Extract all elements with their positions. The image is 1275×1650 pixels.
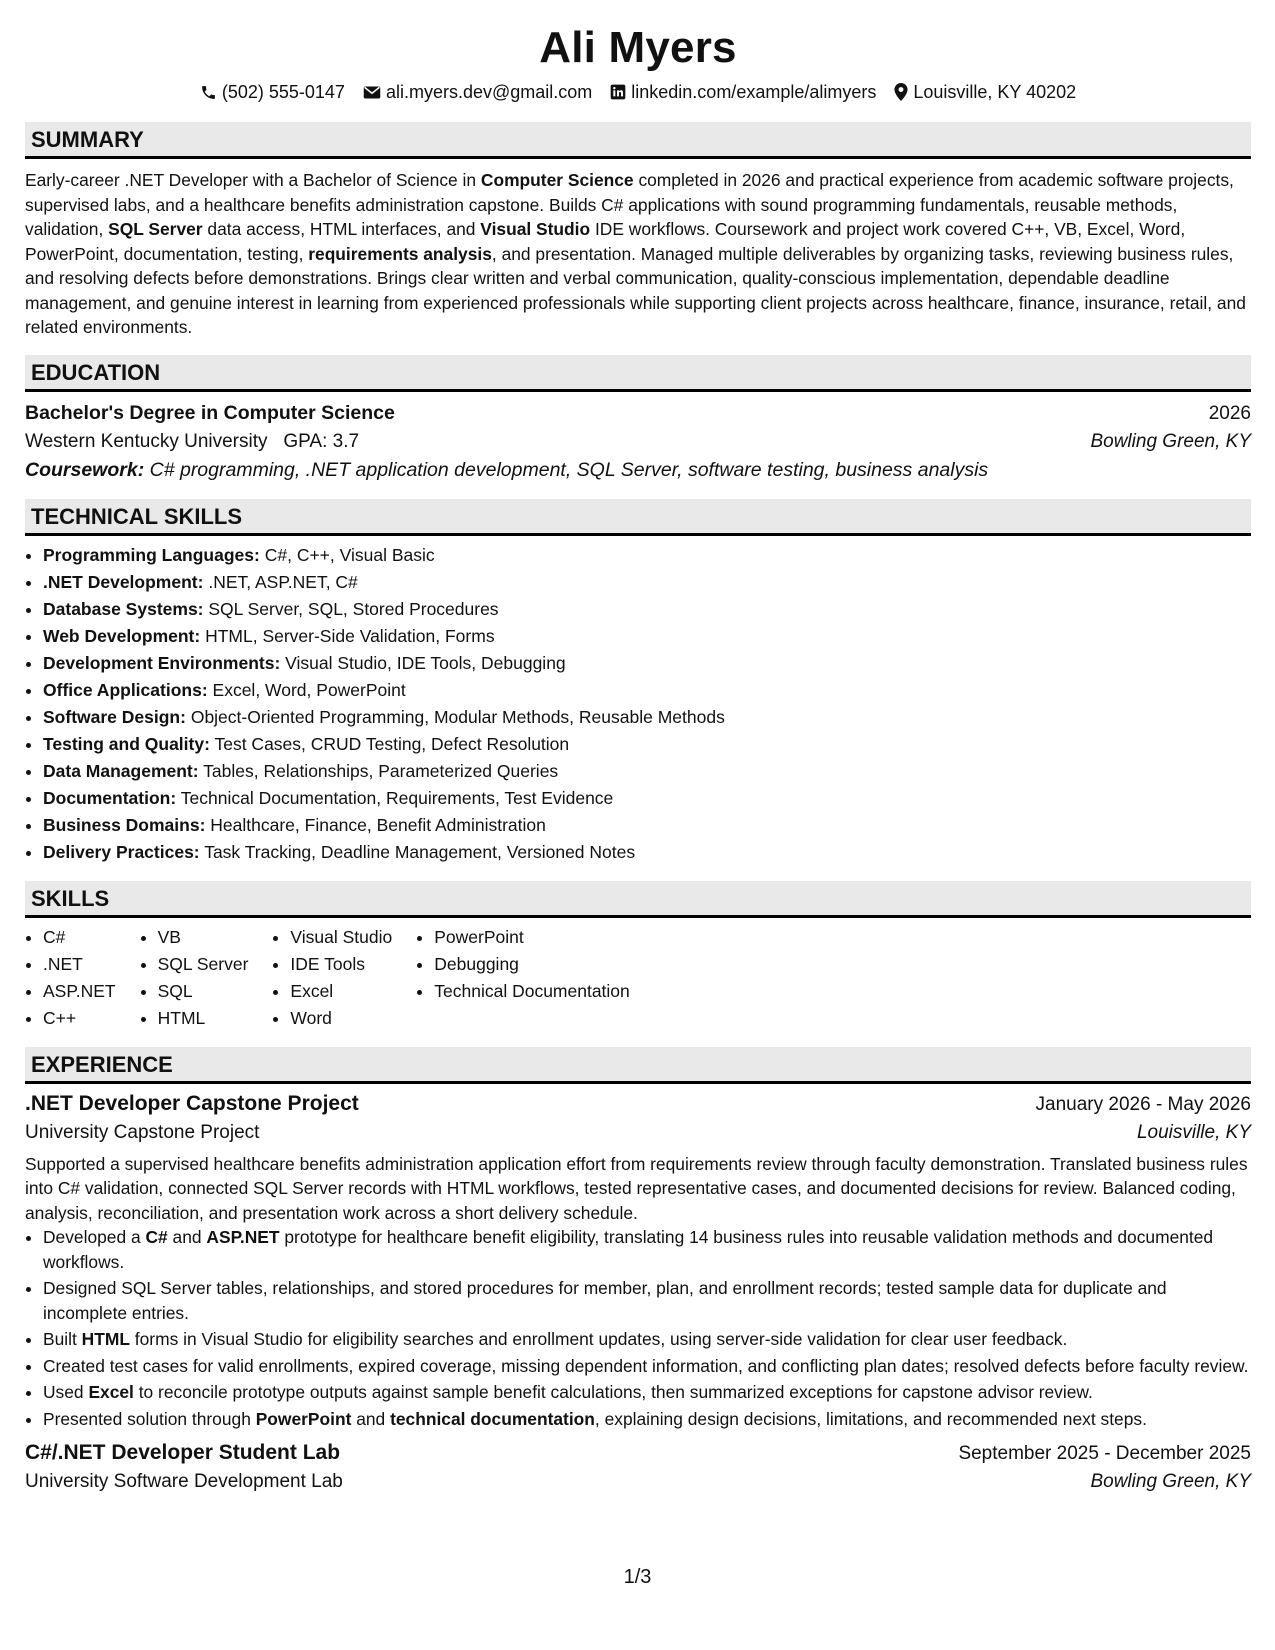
skill-category-label: Development Environments: (43, 652, 281, 673)
job-2-location: Bowling Green, KY (1090, 1471, 1251, 1492)
skill-category-values: Excel, Word, PowerPoint (212, 679, 406, 700)
job-bullet (43, 1276, 1251, 1325)
skill-item: • Word (290, 1005, 392, 1032)
job-bullet (43, 1225, 1251, 1274)
skills-column (272, 924, 392, 1032)
section-experience-heading: EXPERIENCE (25, 1047, 1251, 1084)
skill-item: • PowerPoint (434, 924, 630, 951)
skill-category-label: .NET Development: (43, 571, 204, 592)
section-summary-heading: SUMMARY (25, 122, 1251, 159)
job-2-dates: September 2025 - December 2025 (958, 1443, 1251, 1464)
technical-skill-item (43, 785, 1251, 812)
page-number: 1/3 (623, 1566, 652, 1588)
skill-category-label: Web Development: (43, 625, 201, 646)
skill-category-label: Programming Languages: (43, 544, 260, 565)
technical-skill-item (43, 677, 1251, 704)
coursework-line (25, 459, 1251, 482)
skill-category-values: Healthcare, Finance, Benefit Administration (210, 814, 546, 835)
job-1-dates: January 2026 - May 2026 (1035, 1093, 1251, 1115)
linkedin-url[interactable]: linkedin.com/example/alimyers (631, 81, 877, 102)
contact-bar (25, 80, 1251, 104)
skill-item: • Technical Documentation (434, 978, 630, 1005)
technical-skill-item (43, 623, 1251, 650)
skill-item: • Excel (290, 978, 392, 1005)
job-bullet (43, 1327, 1251, 1352)
job-1-title: .NET Developer Capstone Project (25, 1091, 359, 1115)
skill-category-label: Office Applications: (43, 679, 208, 700)
job-1-org: University Capstone Project (25, 1121, 260, 1143)
skill-category-label: Testing and Quality: (43, 733, 210, 754)
contact-linkedin[interactable] (610, 82, 876, 103)
education-row-1 (25, 402, 1251, 425)
skill-item: • HTML (158, 1005, 249, 1032)
technical-skill-item (43, 758, 1251, 785)
text-run: , and presentation. Managed multiple deliverables by organizing tasks, reviewing business rules, and resolving defects before demonstrations. Brings clear written and verbal communication, quality-conscious implementation, dependable deadline management, and genuine interest in learning from experienced professionals while supporting client projects across healthcare, finance, insurance, retail, and related environments. (25, 243, 1246, 337)
school-name: Western Kentucky University (25, 430, 268, 452)
skill-item: • SQL Server (158, 951, 249, 978)
skills-grid (25, 924, 1251, 1032)
skill-item: • Debugging (434, 951, 630, 978)
bold-term: Computer Science (480, 170, 634, 190)
gpa: GPA: 3.7 (283, 430, 360, 452)
coursework-text: C# programming, .NET application development, SQL Server, software testing, business analysis (149, 458, 989, 481)
skill-category-values: Test Cases, CRUD Testing, Defect Resolution (214, 733, 570, 754)
skill-category-values: Tables, Relationships, Parameterized Queries (203, 760, 559, 781)
skill-category-values: SQL Server, SQL, Stored Procedures (208, 598, 499, 619)
technical-skill-item (43, 704, 1251, 731)
text-run: to reconcile prototype outputs against sample benefit calculations, then summarized exceptions for capstone advisor review. (133, 1382, 1093, 1402)
location-text: Louisville, KY 40202 (913, 81, 1077, 102)
job-2-org: University Software Development Lab (25, 1471, 343, 1492)
bold-term: Visual Studio (480, 219, 591, 239)
coursework-label: Coursework: (25, 458, 145, 481)
skills-column (140, 924, 249, 1032)
technical-skill-item (43, 839, 1251, 866)
skill-item: • VB (158, 924, 249, 951)
technical-skill-item (43, 596, 1251, 623)
job-bullet (43, 1354, 1251, 1379)
skills-column (416, 924, 630, 1032)
text-run: data access, HTML interfaces, and (202, 219, 481, 239)
text-run: prototype for healthcare benefit eligibility, translating 14 business rules into reusable validation methods and documented workflows. (43, 1227, 1214, 1272)
technical-skill-item (43, 542, 1251, 569)
skill-category-values: C#, C++, Visual Basic (264, 544, 435, 565)
job-1-bullets (25, 1225, 1251, 1431)
bold-term: ASP.NET (206, 1227, 280, 1247)
bold-term: Excel (88, 1382, 134, 1402)
job-2-title: C#/.NET Developer Student Lab (25, 1441, 341, 1464)
skill-category-values: HTML, Server-Side Validation, Forms (205, 625, 495, 646)
technical-skills-list (25, 542, 1251, 866)
text-run: Early-career .NET Developer with a Bachelor of Science in (25, 170, 481, 190)
job-1-description: Supported a supervised healthcare benefits administration application effort from requirements review through faculty demonstration. Translated business rules into C# validation, connected SQL Server records with HTML workflows, tested representative cases, and documented decisions for review. Balanced coding, analysis, reconciliation, and presentation work across a short delivery schedule. (25, 1153, 1248, 1223)
skill-category-label: Data Management: (43, 760, 199, 781)
job-2-header (25, 1441, 1251, 1465)
technical-skill-item (43, 650, 1251, 677)
technical-skill-item (43, 812, 1251, 839)
school-location: Bowling Green, KY (1090, 430, 1251, 452)
job-2-subheader (25, 1471, 1251, 1493)
skill-category-label: Documentation: (43, 787, 177, 808)
job-1-header (25, 1092, 1251, 1116)
job-1-location: Louisville, KY (1136, 1121, 1251, 1143)
section-technical-skills-heading: TECHNICAL SKILLS (25, 499, 1251, 536)
skill-category-label: Database Systems: (43, 598, 204, 619)
text-run: forms in Visual Studio for eligibility searches and enrollment updates, using server-side validation for clear user feedback. (129, 1329, 1068, 1349)
email-address[interactable]: ali.myers.dev@gmail.com (385, 81, 593, 102)
skill-category-values: Task Tracking, Deadline Management, Versioned Notes (204, 841, 636, 862)
technical-skill-item (43, 731, 1251, 758)
linkedin-icon (610, 84, 626, 100)
skill-item: • ASP.NET (43, 978, 116, 1005)
skills-column (25, 924, 116, 1032)
resume-page (25, 0, 1251, 1493)
skill-item: • IDE Tools (290, 951, 392, 978)
skill-category-values: Technical Documentation, Requirements, Test Evidence (180, 787, 614, 808)
skill-item: • .NET (43, 951, 116, 978)
text-run: Designed SQL Server tables, relationships, and stored procedures for member, plan, and enrollment records; tested sample data for duplicate and incomplete entries. (43, 1278, 1167, 1323)
graduation-year: 2026 (1208, 402, 1251, 424)
text-run: Built (43, 1329, 82, 1349)
skill-category-values: .NET, ASP.NET, C# (208, 571, 358, 592)
skill-category-label: Business Domains: (43, 814, 206, 835)
phone-number: (502) 555-0147 (221, 81, 345, 102)
skill-category-values: Visual Studio, IDE Tools, Debugging (285, 652, 566, 673)
text-run: Used (43, 1382, 89, 1402)
bold-term: PowerPoint (255, 1408, 352, 1429)
section-education-heading: EDUCATION (25, 355, 1251, 392)
text-run: Created test cases for valid enrollments, expired coverage, missing dependent information, and conflicting plan dates; resolved defects before faculty review. (43, 1355, 1249, 1376)
bold-term: requirements analysis (308, 243, 492, 264)
bold-term: SQL Server (108, 219, 203, 239)
phone-icon (200, 84, 217, 101)
contact-phone (200, 82, 345, 103)
school-line (25, 431, 359, 453)
map-pin-icon (894, 83, 908, 101)
text-run: Developed a (43, 1227, 146, 1247)
summary-paragraph (25, 168, 1251, 340)
text-run: and (351, 1408, 391, 1429)
envelope-icon (363, 85, 381, 100)
technical-skill-item (43, 569, 1251, 596)
section-skills-heading: SKILLS (25, 881, 1251, 918)
bold-term: technical documentation (390, 1408, 595, 1429)
skill-category-label: Software Design: (43, 706, 186, 727)
job-bullet (43, 1380, 1251, 1405)
contact-location (894, 82, 1076, 103)
degree-title: Bachelor's Degree in Computer Science (25, 401, 395, 424)
text-run: completed in 2026 and practical experience from academic software projects, supervised labs, and a healthcare benefits administration capstone. Builds C# applications with sound programming fundamentals, reusable methods, validation, (25, 170, 1234, 239)
contact-email[interactable] (363, 82, 592, 103)
text-run: IDE workflows. Coursework and project work covered C++, VB, Excel, Word, PowerPoint, documentation, testing, (25, 219, 1186, 264)
education-row-2 (25, 431, 1251, 453)
text-run: Presented solution through (43, 1408, 256, 1429)
skill-item: • Visual Studio (290, 924, 392, 951)
skill-item: • C++ (43, 1005, 116, 1032)
candidate-name: Ali Myers (539, 23, 737, 72)
skill-category-label: Delivery Practices: (43, 841, 200, 862)
job-bullet (43, 1407, 1251, 1432)
bold-term: C# (145, 1227, 168, 1247)
skill-item: • SQL (158, 978, 249, 1005)
text-run: , explaining design decisions, limitations, and recommended next steps. (594, 1408, 1147, 1429)
job-1-subheader (25, 1122, 1251, 1144)
text-run: and (167, 1227, 207, 1247)
bold-term: HTML (81, 1329, 130, 1349)
skill-item: • C# (43, 924, 116, 951)
skill-category-values: Object-Oriented Programming, Modular Methods, Reusable Methods (190, 706, 725, 727)
